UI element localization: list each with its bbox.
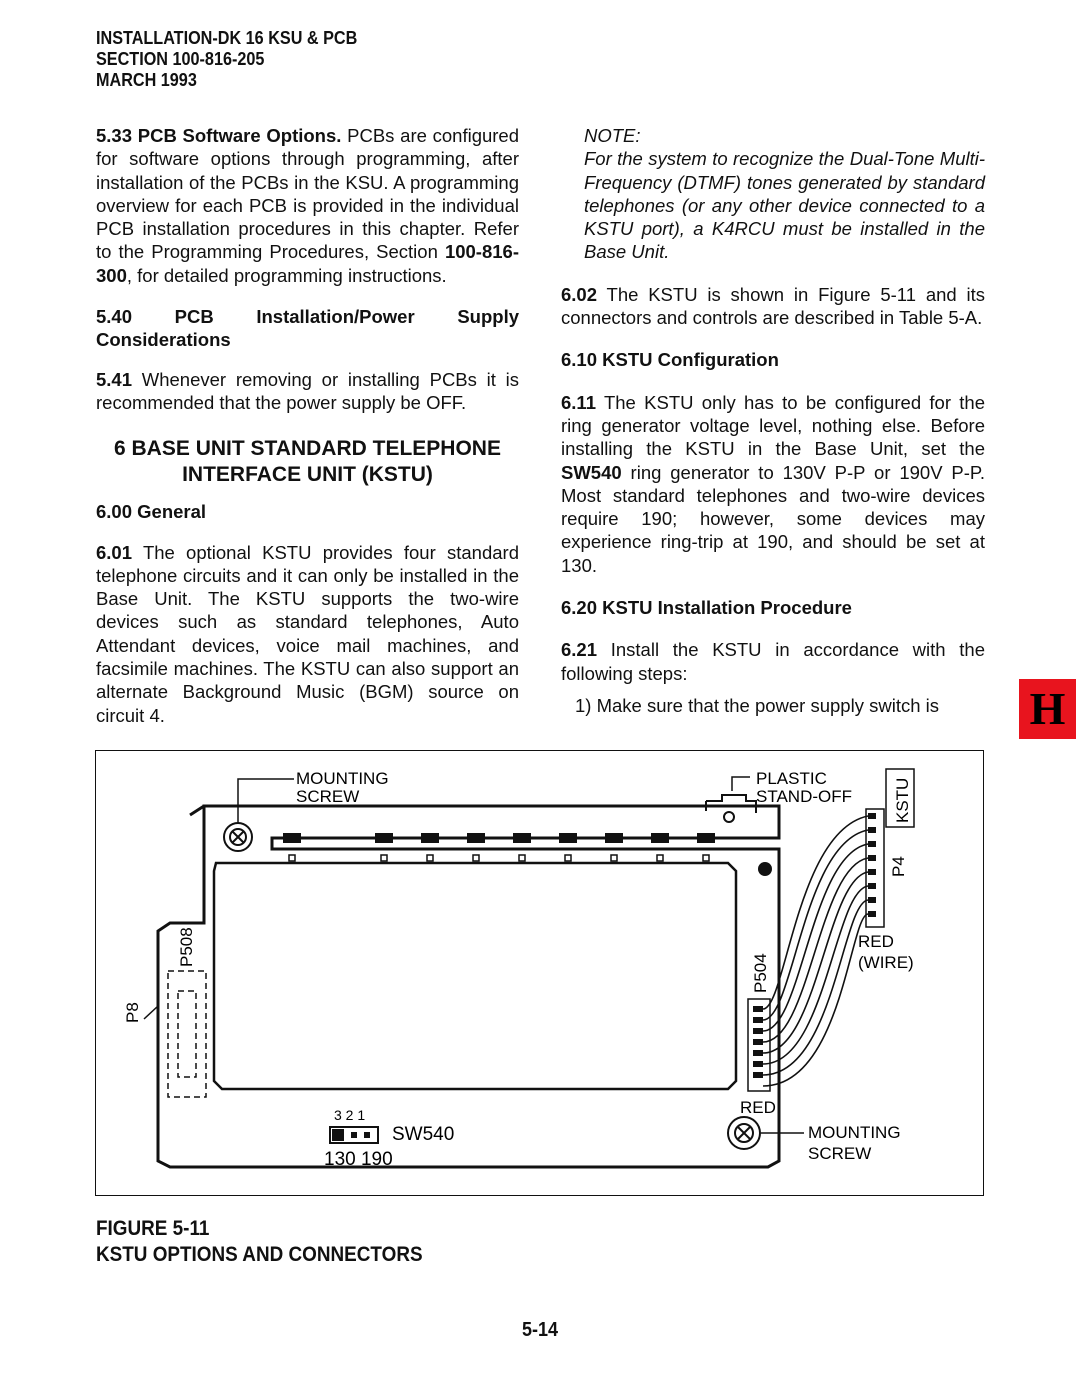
kstu-diagram <box>96 751 982 1194</box>
para-number: 5.41 <box>96 368 133 390</box>
label-red-wire-1: RED <box>858 932 894 951</box>
pcb-outline <box>158 806 779 1167</box>
section-heading-line2: INTERFACE UNIT (KSTU) <box>182 463 433 487</box>
figure-frame <box>95 750 984 1196</box>
p508-connector <box>168 971 206 1097</box>
page-number: 5-14 <box>521 1319 559 1341</box>
label-sw540: SW540 <box>392 1124 455 1145</box>
led-6 <box>559 833 577 843</box>
label-red: RED <box>740 1098 776 1117</box>
figure-caption <box>96 1216 423 1268</box>
header-title: INSTALLATION-DK 16 KSU & PCB <box>96 28 358 48</box>
led-8 <box>651 833 669 843</box>
figure-number: FIGURE 5-11 <box>96 1217 210 1240</box>
led-7 <box>605 833 623 843</box>
header-date: MARCH 1993 <box>96 70 197 90</box>
led-2 <box>375 833 393 843</box>
paragraph-6-11 <box>561 391 985 577</box>
led-9 <box>697 833 715 843</box>
section-reference: 100-816-300 <box>96 241 519 286</box>
left-column <box>96 124 519 727</box>
p4-connector <box>866 809 884 927</box>
document-header <box>96 28 357 91</box>
pcb-inner-panel <box>214 863 736 1089</box>
note-text: For the system to recognize the Dual-Tone Multi-Frequency (DTMF) tones generated by standard telephones (or any other device connected to a KSTU port), a K4RCU must be installed in the Base Unit. <box>584 148 985 263</box>
label-p8: P8 <box>123 1002 142 1023</box>
para-text: PCBs are configured for software options through programming, after installation of the PCBs in the KSU. A programming overview for each PCB is provided in the individual PCB installation procedures in this chapter. Refer to the Programming Procedures, Section <box>96 125 520 263</box>
section-heading-line1: 6 BASE UNIT STANDARD TELEPHONE <box>114 437 501 461</box>
led-5 <box>513 833 531 843</box>
paragraph-5-33 <box>96 124 519 287</box>
label-p508: P508 <box>177 927 196 967</box>
label-mounting-screw-bottom-2: SCREW <box>808 1144 872 1163</box>
label-red-wire-2: (WIRE) <box>858 953 914 972</box>
para-number: 6.11 <box>561 391 596 413</box>
para-number: 6.02 <box>561 283 598 305</box>
section-6-heading <box>96 436 519 488</box>
sw540-switch <box>330 1127 378 1143</box>
label-standoff: STAND-OFF <box>756 787 853 806</box>
heading-6-00: 6.00 General <box>96 501 207 523</box>
p504-pins <box>753 1006 763 1078</box>
paragraph-5-41 <box>96 368 519 415</box>
heading-5-40: 5.40 PCB Installation/Power Supply Considerations <box>96 306 519 351</box>
header-section: SECTION 100-816-205 <box>96 49 265 69</box>
plastic-standoff <box>706 777 756 822</box>
paragraph-6-02 <box>561 283 985 330</box>
label-p504: P504 <box>751 953 770 993</box>
label-mounting-screw-top-2: SCREW <box>296 787 360 806</box>
figure-title: KSTU OPTIONS AND CONNECTORS <box>96 1243 423 1266</box>
para-number: 6.01 <box>96 541 133 563</box>
heading-6-10: 6.10 KSTU Configuration <box>561 349 779 371</box>
step-1: 1) Make sure that the power supply switch is <box>575 694 939 716</box>
led-3 <box>421 833 439 843</box>
heading-6-20: 6.20 KSTU Installation Procedure <box>561 597 852 619</box>
note-label: NOTE: <box>584 125 641 146</box>
label-switch-values: 130 190 <box>324 1149 393 1170</box>
para-number: 6.21 <box>561 639 598 661</box>
para-number: 5.33 <box>96 125 133 146</box>
para-text-tail: , for detailed programming instructions. <box>126 264 447 286</box>
label-kstu: KSTU <box>893 777 912 823</box>
para-text: The optional KSTU provides four standard telephone circuits and it can only be installed in the Base Unit. The KSTU supports the two-wire devices such as standard telephones, Auto Attendant devices, voice mail machines, and facsimile machines. The KSTU can also support an alternate Background Music (BGM) source on circuit 4. <box>96 541 519 726</box>
para-text: Whenever removing or installing PCBs it is recommended that the power supply be OFF. <box>96 368 519 413</box>
led-1 <box>283 833 301 843</box>
label-mounting-screw-top-1: MOUNTING <box>296 769 389 788</box>
para-text: The KSTU is shown in Figure 5-11 and its connectors and controls are described in Table 5-A. <box>561 283 986 329</box>
para-text: Install the KSTU in accordance with the following steps: <box>561 639 986 684</box>
led-4 <box>467 833 485 843</box>
paragraph-6-21 <box>561 638 985 685</box>
label-plastic: PLASTIC <box>756 769 827 788</box>
pcb-hole <box>758 862 772 876</box>
label-p4: P4 <box>889 856 908 877</box>
para-text: The KSTU only has to be configured for the ring generator voltage level, nothing else. Before installing the KSTU in the Base Unit, set the <box>561 391 985 460</box>
mounting-screw-bottom <box>728 1117 804 1149</box>
note-block <box>561 124 985 264</box>
para-title: PCB Software Options. <box>137 125 342 146</box>
paragraph-6-01 <box>96 541 519 727</box>
label-switch-pins: 3 2 1 <box>334 1107 366 1123</box>
para-text-tail: ring generator to 130V P-P or 190V P-P. Most standard telephones and two-wire devices require 190; however, some devices may experience ring-trip at 190, and should be set at 130. <box>561 461 986 576</box>
p4-pins <box>868 813 876 917</box>
section-tab-h: H <box>1019 679 1076 739</box>
label-mounting-screw-bottom-1: MOUNTING <box>808 1123 901 1142</box>
switch-reference: SW540 <box>561 461 622 483</box>
right-column <box>561 124 985 717</box>
